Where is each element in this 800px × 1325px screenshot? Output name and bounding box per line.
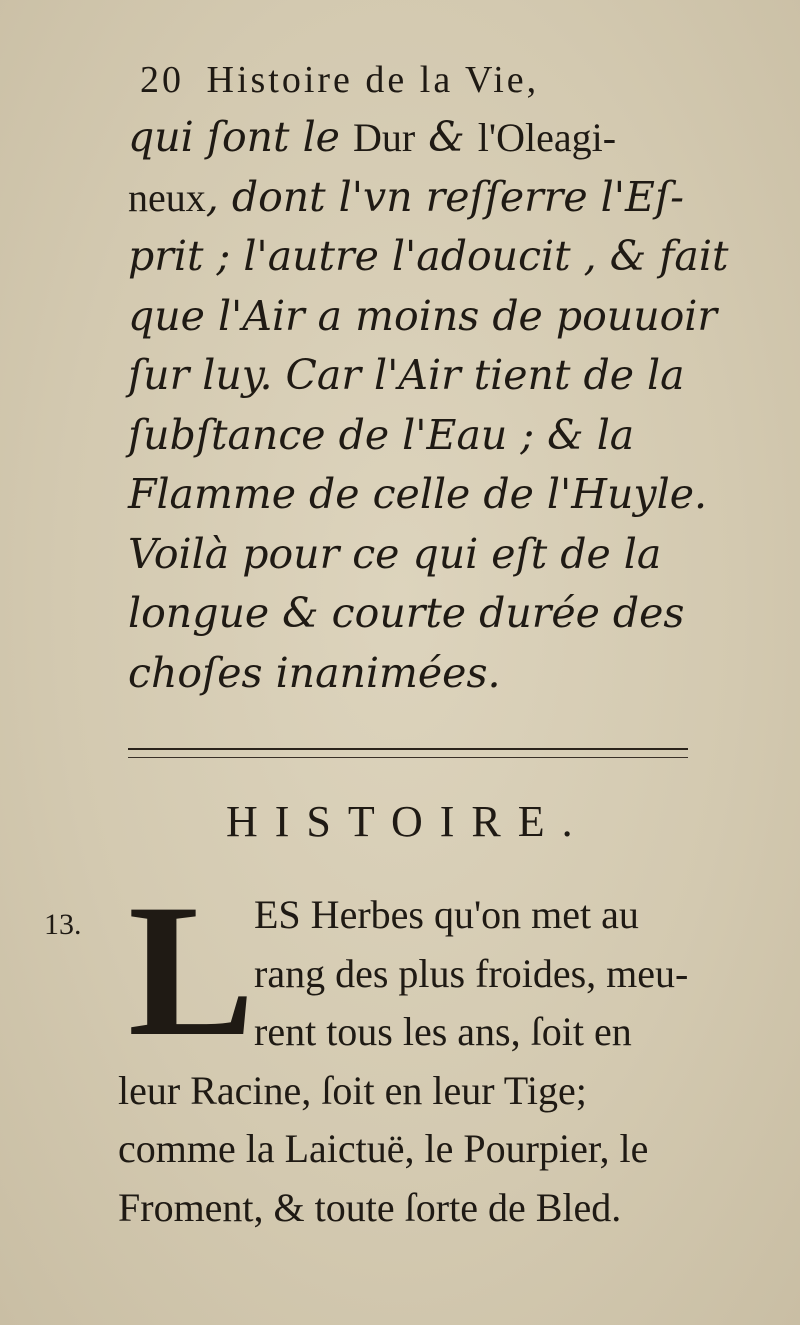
paragraph-line: rent tous les ans, ſoit en (254, 1009, 632, 1054)
italic-line (128, 406, 728, 466)
italic-text-block (128, 108, 728, 703)
italic-line (128, 644, 728, 704)
text-segment: , dont l'vn reſſerre l'Eſ- (205, 172, 684, 221)
text-segment: & (415, 113, 478, 161)
page-number: 20 (140, 59, 184, 101)
margin-paragraph-number: 13. (44, 908, 82, 941)
italic-line (128, 584, 728, 644)
text-segment: neux (128, 174, 206, 220)
paragraph-line: rang des plus froides, meu- (254, 950, 689, 996)
section-paragraph (118, 886, 718, 1237)
italic-line (128, 525, 728, 585)
text-segment: Dur (352, 115, 416, 160)
running-header (140, 58, 700, 102)
paragraph-line: ES Herbes qu'on met au (254, 892, 639, 937)
text-segment: que l'Air a moins de pouuoir (128, 291, 717, 340)
text-segment: Flamme de celle de l'Huyle. (128, 470, 708, 518)
text-segment: ſur luy. Car l'Air tient de la (128, 351, 685, 399)
section-title: HISTOIRE. (226, 797, 590, 846)
text-segment: Voilà pour ce qui eſt de la (128, 529, 662, 578)
running-title: Histoire de la Vie, (206, 59, 540, 101)
paragraph-line: comme la Laictuë, le Pourpier, le (118, 1126, 649, 1171)
section-divider-thin (128, 757, 688, 758)
text-segment: qui ſont le (128, 113, 353, 161)
text-segment: prit ; l'autre l'adoucit , & fait (128, 232, 729, 280)
paragraph-line: Froment, & toute ſorte de Bled. (118, 1184, 622, 1230)
text-segment: ſubſtance de l'Eau ; & la (128, 410, 635, 459)
text-segment: longue & courte durée des (128, 589, 685, 637)
italic-line (128, 108, 728, 168)
italic-line (128, 346, 728, 406)
drop-cap: L (128, 866, 255, 1076)
italic-line (128, 465, 728, 525)
text-segment: l'Oleagi- (477, 115, 617, 160)
italic-line (128, 168, 728, 228)
section-divider (128, 748, 688, 750)
paragraph-line: leur Racine, ſoit en leur Tige; (118, 1067, 587, 1113)
italic-line (128, 227, 728, 287)
italic-line (128, 287, 728, 347)
text-segment: choſes inanimées. (128, 648, 501, 697)
